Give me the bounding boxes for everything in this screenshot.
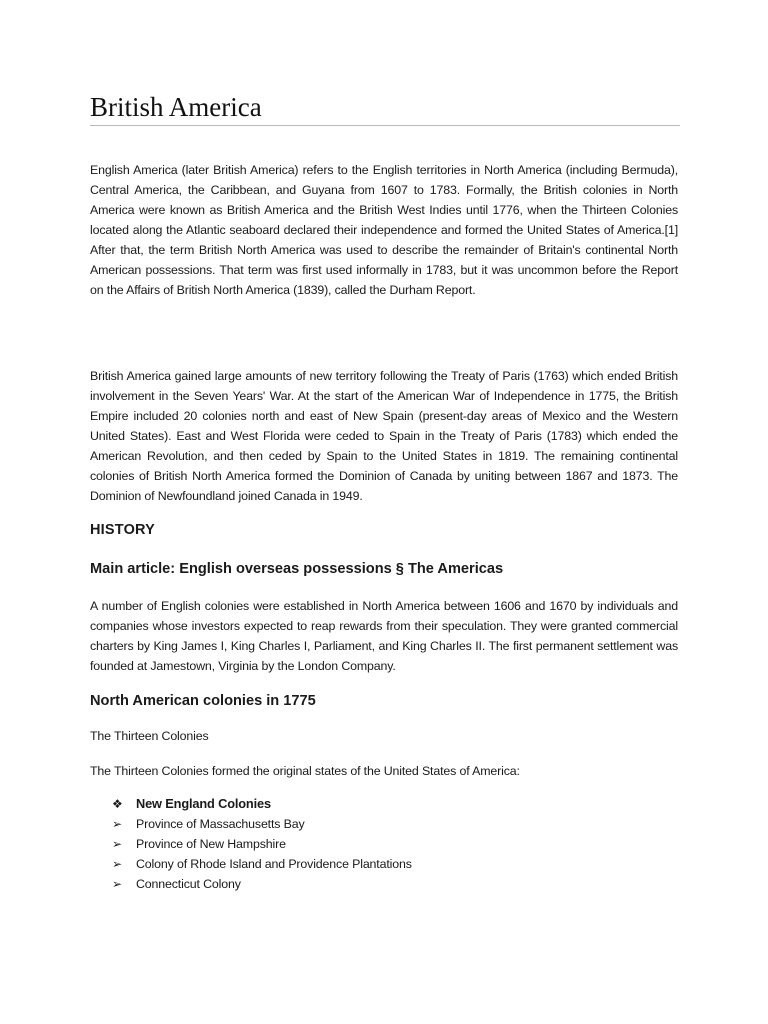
title-underline <box>90 125 680 126</box>
list-item-label: Province of New Hampshire <box>136 837 286 851</box>
list-item <box>112 814 412 834</box>
arrow-bullet-icon: ➢ <box>112 817 122 831</box>
list-item-label: Connecticut Colony <box>136 877 241 891</box>
list-item-label: Province of Massachusetts Bay <box>136 817 305 831</box>
list-item <box>112 834 412 854</box>
list-item <box>112 854 412 874</box>
paragraph-intro: English America (later British America) refers to the English territories in North America (including Bermuda), Central America, the Caribbean, and Guyana from 1607 to 1783. Formally, the British colonies in North America were known as British America and the British West Indies until 1776, when the Thirteen Colonies located along the Atlantic seaboard declared their independence and formed the United States of America.[1] After that, the term British North America was used to describe the remainder of Britain's continental North American possessions. That term was first used informally in 1783, but it was uncommon before the Report on the Affairs of British North America (1839), called the Durham Report. <box>90 163 678 297</box>
heading-history: HISTORY <box>90 522 156 538</box>
arrow-bullet-icon: ➢ <box>112 877 122 891</box>
list-item <box>112 794 412 814</box>
page-title: British America <box>90 92 262 122</box>
paragraph-territory: British America gained large amounts of new territory following the Treaty of Paris (1763) which ended British involvement in the Seven Years' War. At the start of the American War of Independence in 1775, the British Empire included 20 colonies north and east of New Spain (present-day areas of Mexico and the Western United States). East and West Florida were ceded to Spain in the Treaty of Paris (1783) which ended the American Revolution, and then ceded by Spain to the United States in 1819. The remaining continental colonies of British North America formed the Dominion of Canada by uniting between 1867 and 1873. The Dominion of Newfoundland joined Canada in 1949. <box>90 369 678 503</box>
colony-list <box>112 794 412 894</box>
arrow-bullet-icon: ➢ <box>112 857 122 871</box>
thirteen-colonies-intro: The Thirteen Colonies formed the original states of the United States of America: <box>90 764 520 778</box>
list-item <box>112 874 412 894</box>
list-item-label: New England Colonies <box>136 796 271 811</box>
heading-colonies-1775: North American colonies in 1775 <box>90 693 316 709</box>
list-item-label: Colony of Rhode Island and Providence Plantations <box>136 857 412 871</box>
diamond-bullet-icon: ❖ <box>112 797 123 811</box>
heading-main-article: Main article: English overseas possessions § The Americas <box>90 561 504 577</box>
paragraph-colonies: A number of English colonies were established in North America between 1606 and 1670 by individuals and companies whose investors expected to reap rewards from their speculation. They were granted commercial charters by King James I, King Charles I, Parliament, and King Charles II. The first permanent settlement was founded at Jamestown, Virginia by the London Company. <box>90 599 678 673</box>
thirteen-colonies-label: The Thirteen Colonies <box>90 729 209 743</box>
arrow-bullet-icon: ➢ <box>112 837 122 851</box>
